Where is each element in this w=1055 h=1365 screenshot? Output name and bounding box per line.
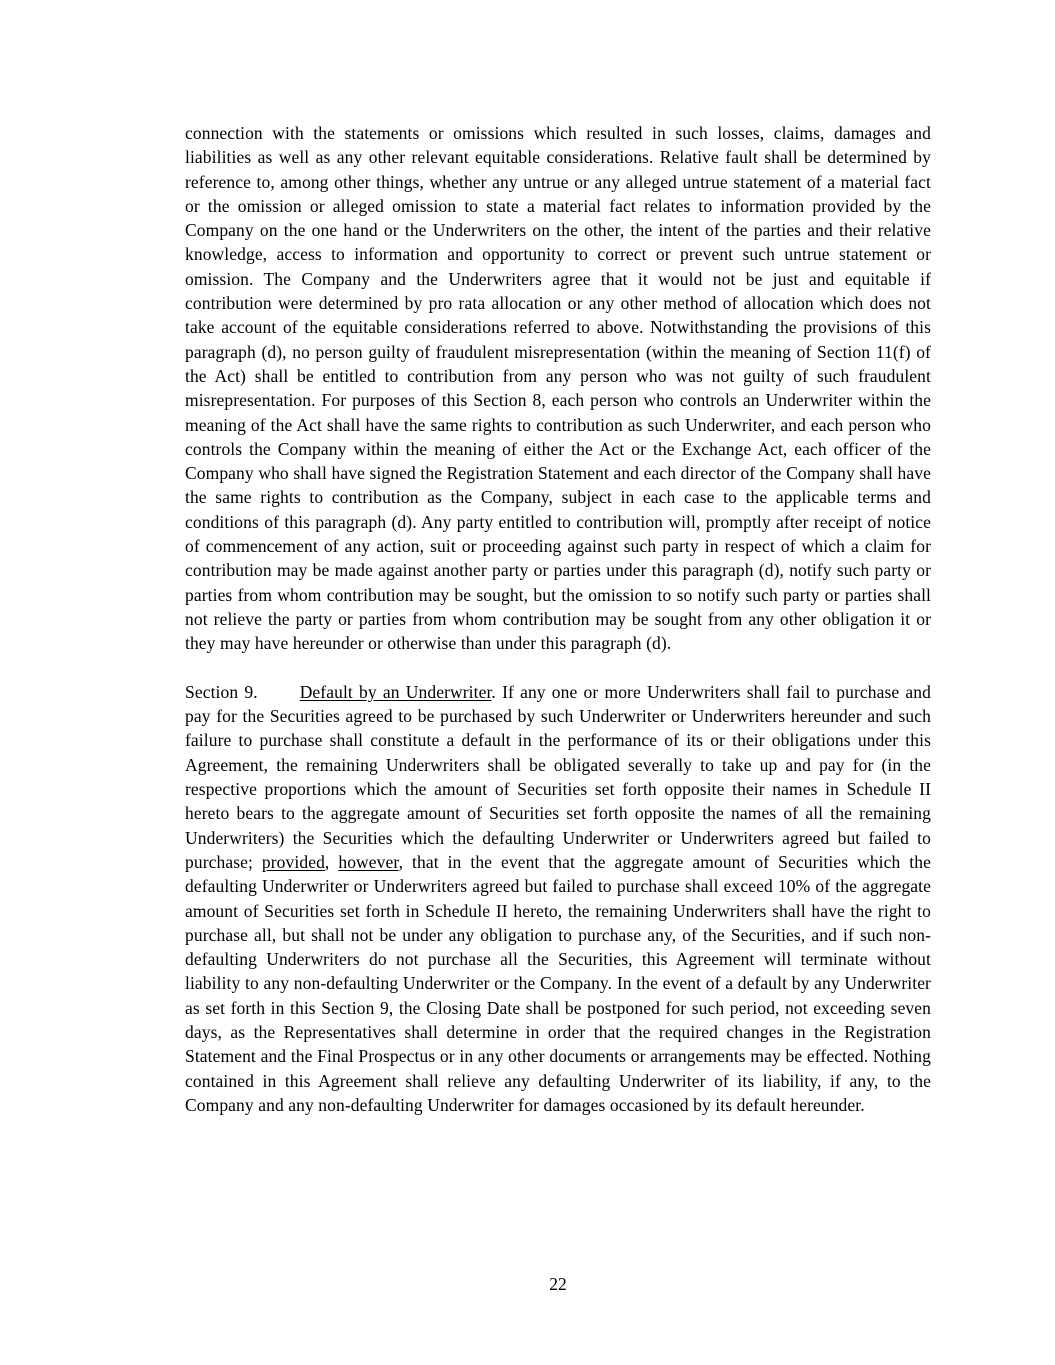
section9-body-separator: , <box>324 851 339 872</box>
paragraph-contribution: connection with the statements or omissions which resulted in such losses, claims, damages and liabilities as well as any other relevant equitable considerations. Relative fault shall be determined by reference to, among other things, whether any untrue or any alleged untrue statement of a material fact or the omission or alleged omission to state a material fact relates to information provided by the Company on the one hand or the Underwriters on the other, the intent of the parties and their relative knowledge, access to information and opportunity to correct or prevent such untrue statement or omission. The Company and the Underwriters agree that it would not be just and equitable if contribution were determined by pro rata allocation or any other method of allocation which does not take account of the equitable considerations referred to above. Notwithstanding the provisions of this paragraph (d), no person guilty of fraudulent misrepresentation (within the meaning of Section 11(f) of the Act) shall be entitled to contribution from any person who was not guilty of such fraudulent misrepresentation. For purposes of this Section 8, each person who controls an Underwriter within the meaning of the Act shall have the same rights to contribution as such Underwriter, and each person who controls the Company within the meaning of either the Act or the Exchange Act, each officer of the Company who shall have signed the Registration Statement and each director of the Company shall have the same rights to contribution as the Company, subject in each case to the applicable terms and conditions of this paragraph (d). Any party entitled to contribution will, promptly after receipt of notice of commencement of any action, suit or proceeding against such party in respect of which a claim for contribution may be made against another party or parties under this paragraph (d), notify such party or parties from whom contribution may be sought, but the omission to so notify such party or parties shall not relieve the party or parties from whom contribution may be sought from any other obligation it or they may have hereunder or otherwise than under this paragraph (d). <box>185 123 931 654</box>
page-body <box>185 121 931 1117</box>
section9-body-part1: If any one or more Underwriters shall fail to purchase and pay for the Securities agreed to be purchased by such Underwriter or Underwriters hereunder and such failure to purchase shall constitute a default in the performance of its or their obligations under this Agreement, the remaining Underwriters shall be obligated severally to take up and pay for (in the respective proportions which the amount of Securities set forth opposite their names in Schedule II hereto bears to the aggregate amount of Securities set forth opposite the names of all the remaining Underwriters) the Securities which the defaulting Underwriter or Underwriters agreed but failed to purchase; <box>185 681 931 872</box>
section9-heading-period: . <box>491 681 503 702</box>
page-number: 22 <box>549 1274 567 1294</box>
section9-heading: Default by an Underwriter <box>299 681 492 702</box>
section9-body-part2: , that in the event that the aggregate amount of Securities which the defaulting Underwriter or Underwriters agreed but failed to purchase shall exceed 10% of the aggregate amount of Securities set forth in Schedule II hereto, the remaining Underwriters shall have the right to purchase all, but shall not be under any obligation to purchase any, of the Securities, and if such non-defaulting Underwriters do not purchase all the Securities, this Agreement will terminate without liability to any non-defaulting Underwriter or the Company. In the event of a default by any Underwriter as set forth in this Section 9, the Closing Date shall be postponed for such period, not exceeding seven days, as the Representatives shall determine in order that the required changes in the Registration Statement and the Final Prospectus or in any other documents or arrangements may be effected. Nothing contained in this Agreement shall relieve any defaulting Underwriter of its liability, if any, to the Company and any non-defaulting Underwriter for damages occasioned by its default hereunder. <box>185 851 931 1115</box>
word-however: however <box>338 851 399 872</box>
paragraph-section9 <box>185 680 931 1117</box>
word-provided: provided <box>261 851 325 872</box>
section9-number: Section 9. <box>185 681 258 702</box>
